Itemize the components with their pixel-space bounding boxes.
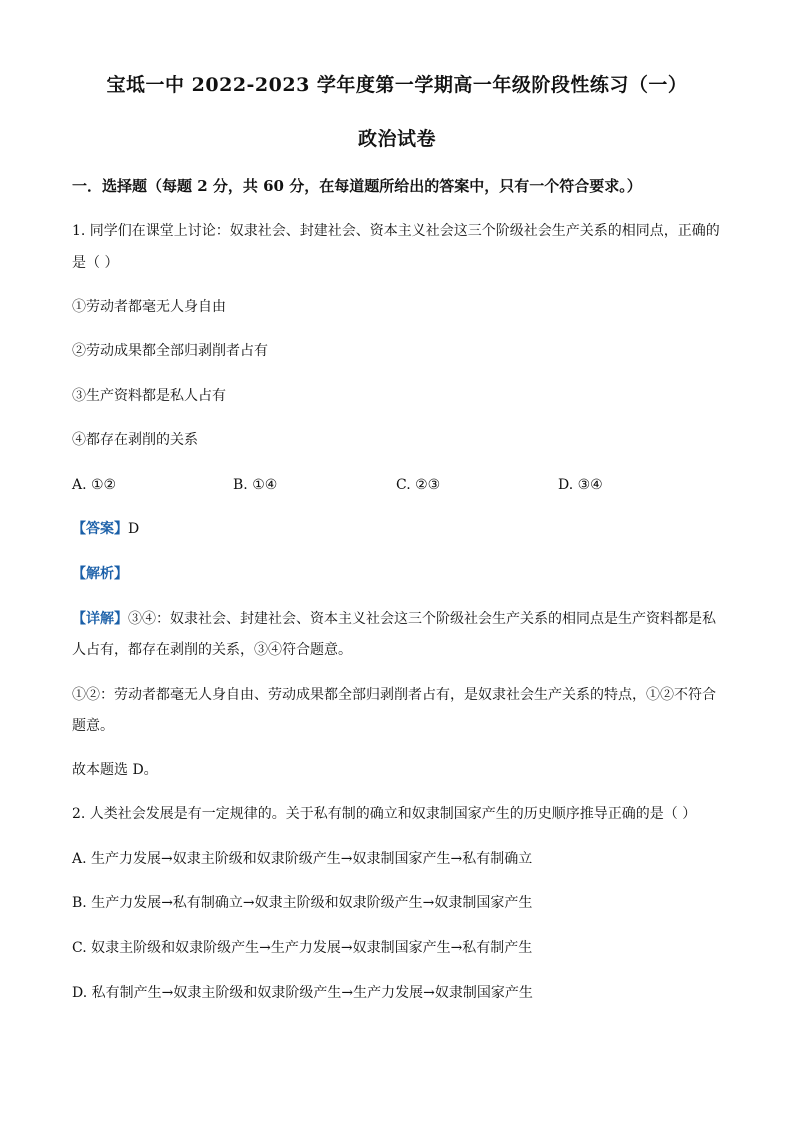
q1-item-3: ③生产资料都是私人占有	[72, 388, 226, 404]
detail-tag: 【详解】	[72, 611, 128, 627]
q1-detail-line2: 人占有，都存在剥削的关系，③④符合题意。	[72, 642, 352, 658]
q1-detail-line1	[72, 609, 732, 629]
q1-answer	[72, 519, 732, 539]
answer-tag: 【答案】	[72, 521, 128, 537]
q2-option-b: B. 生产力发展→私有制确立→奴隶主阶级和奴隶阶级产生→奴隶制国家产生	[72, 895, 533, 911]
q2-option-c: C. 奴隶主阶级和奴隶阶级产生→生产力发展→奴隶制国家产生→私有制产生	[72, 940, 533, 956]
q2-option-a: A. 生产力发展→奴隶主阶级和奴隶阶级产生→奴隶制国家产生→私有制确立	[72, 851, 533, 867]
exam-subtitle: 政治试卷	[357, 128, 436, 150]
q1-item-1: ①劳动者都毫无人身自由	[72, 299, 226, 315]
q1-option-a: A. ①②	[72, 477, 117, 493]
q1-stem-line2: 是（ ）	[72, 255, 119, 271]
q1-analysis	[72, 564, 732, 584]
analysis-tag: 【解析】	[72, 566, 128, 582]
section-heading: 一．选择题（每题 2 分，共 60 分，在每道题所给出的答案中，只有一个符合要求。）	[72, 177, 642, 195]
q1-option-d: D. ③④	[558, 477, 603, 493]
q1-item-4: ④都存在剥削的关系	[72, 432, 198, 448]
q1-option-b: B. ①④	[233, 477, 278, 493]
q2-option-d: D. 私有制产生→奴隶主阶级和奴隶阶级产生→生产力发展→奴隶制国家产生	[72, 985, 533, 1001]
exam-title: 宝坻一中 2022-2023 学年度第一学期高一年级阶段性练习（一）	[106, 74, 688, 96]
q1-detail-line3: ①②：劳动者都毫无人身自由、劳动成果都全部归剥削者占有，是奴隶社会生产关系的特点，①②不符合	[72, 687, 716, 703]
q1-conclusion: 故本题选 D。	[72, 762, 158, 778]
q2-stem: 2. 人类社会发展是有一定规律的。关于私有制的确立和奴隶制国家产生的历史顺序推导正确的是（ ）	[72, 806, 697, 822]
q1-option-c: C. ②③	[396, 477, 441, 493]
detail-text-1: ③④：奴隶社会、封建社会、资本主义社会这三个阶级社会生产关系的相同点是生产资料都是私	[128, 611, 716, 627]
q1-detail-line4: 题意。	[72, 718, 114, 734]
answer-value: D	[128, 521, 140, 537]
q1-item-2: ②劳动成果都全部归剥削者占有	[72, 343, 268, 359]
q1-stem-line1: 1. 同学们在课堂上讨论：奴隶社会、封建社会、资本主义社会这三个阶级社会生产关系的相同点，正确的	[72, 223, 720, 239]
